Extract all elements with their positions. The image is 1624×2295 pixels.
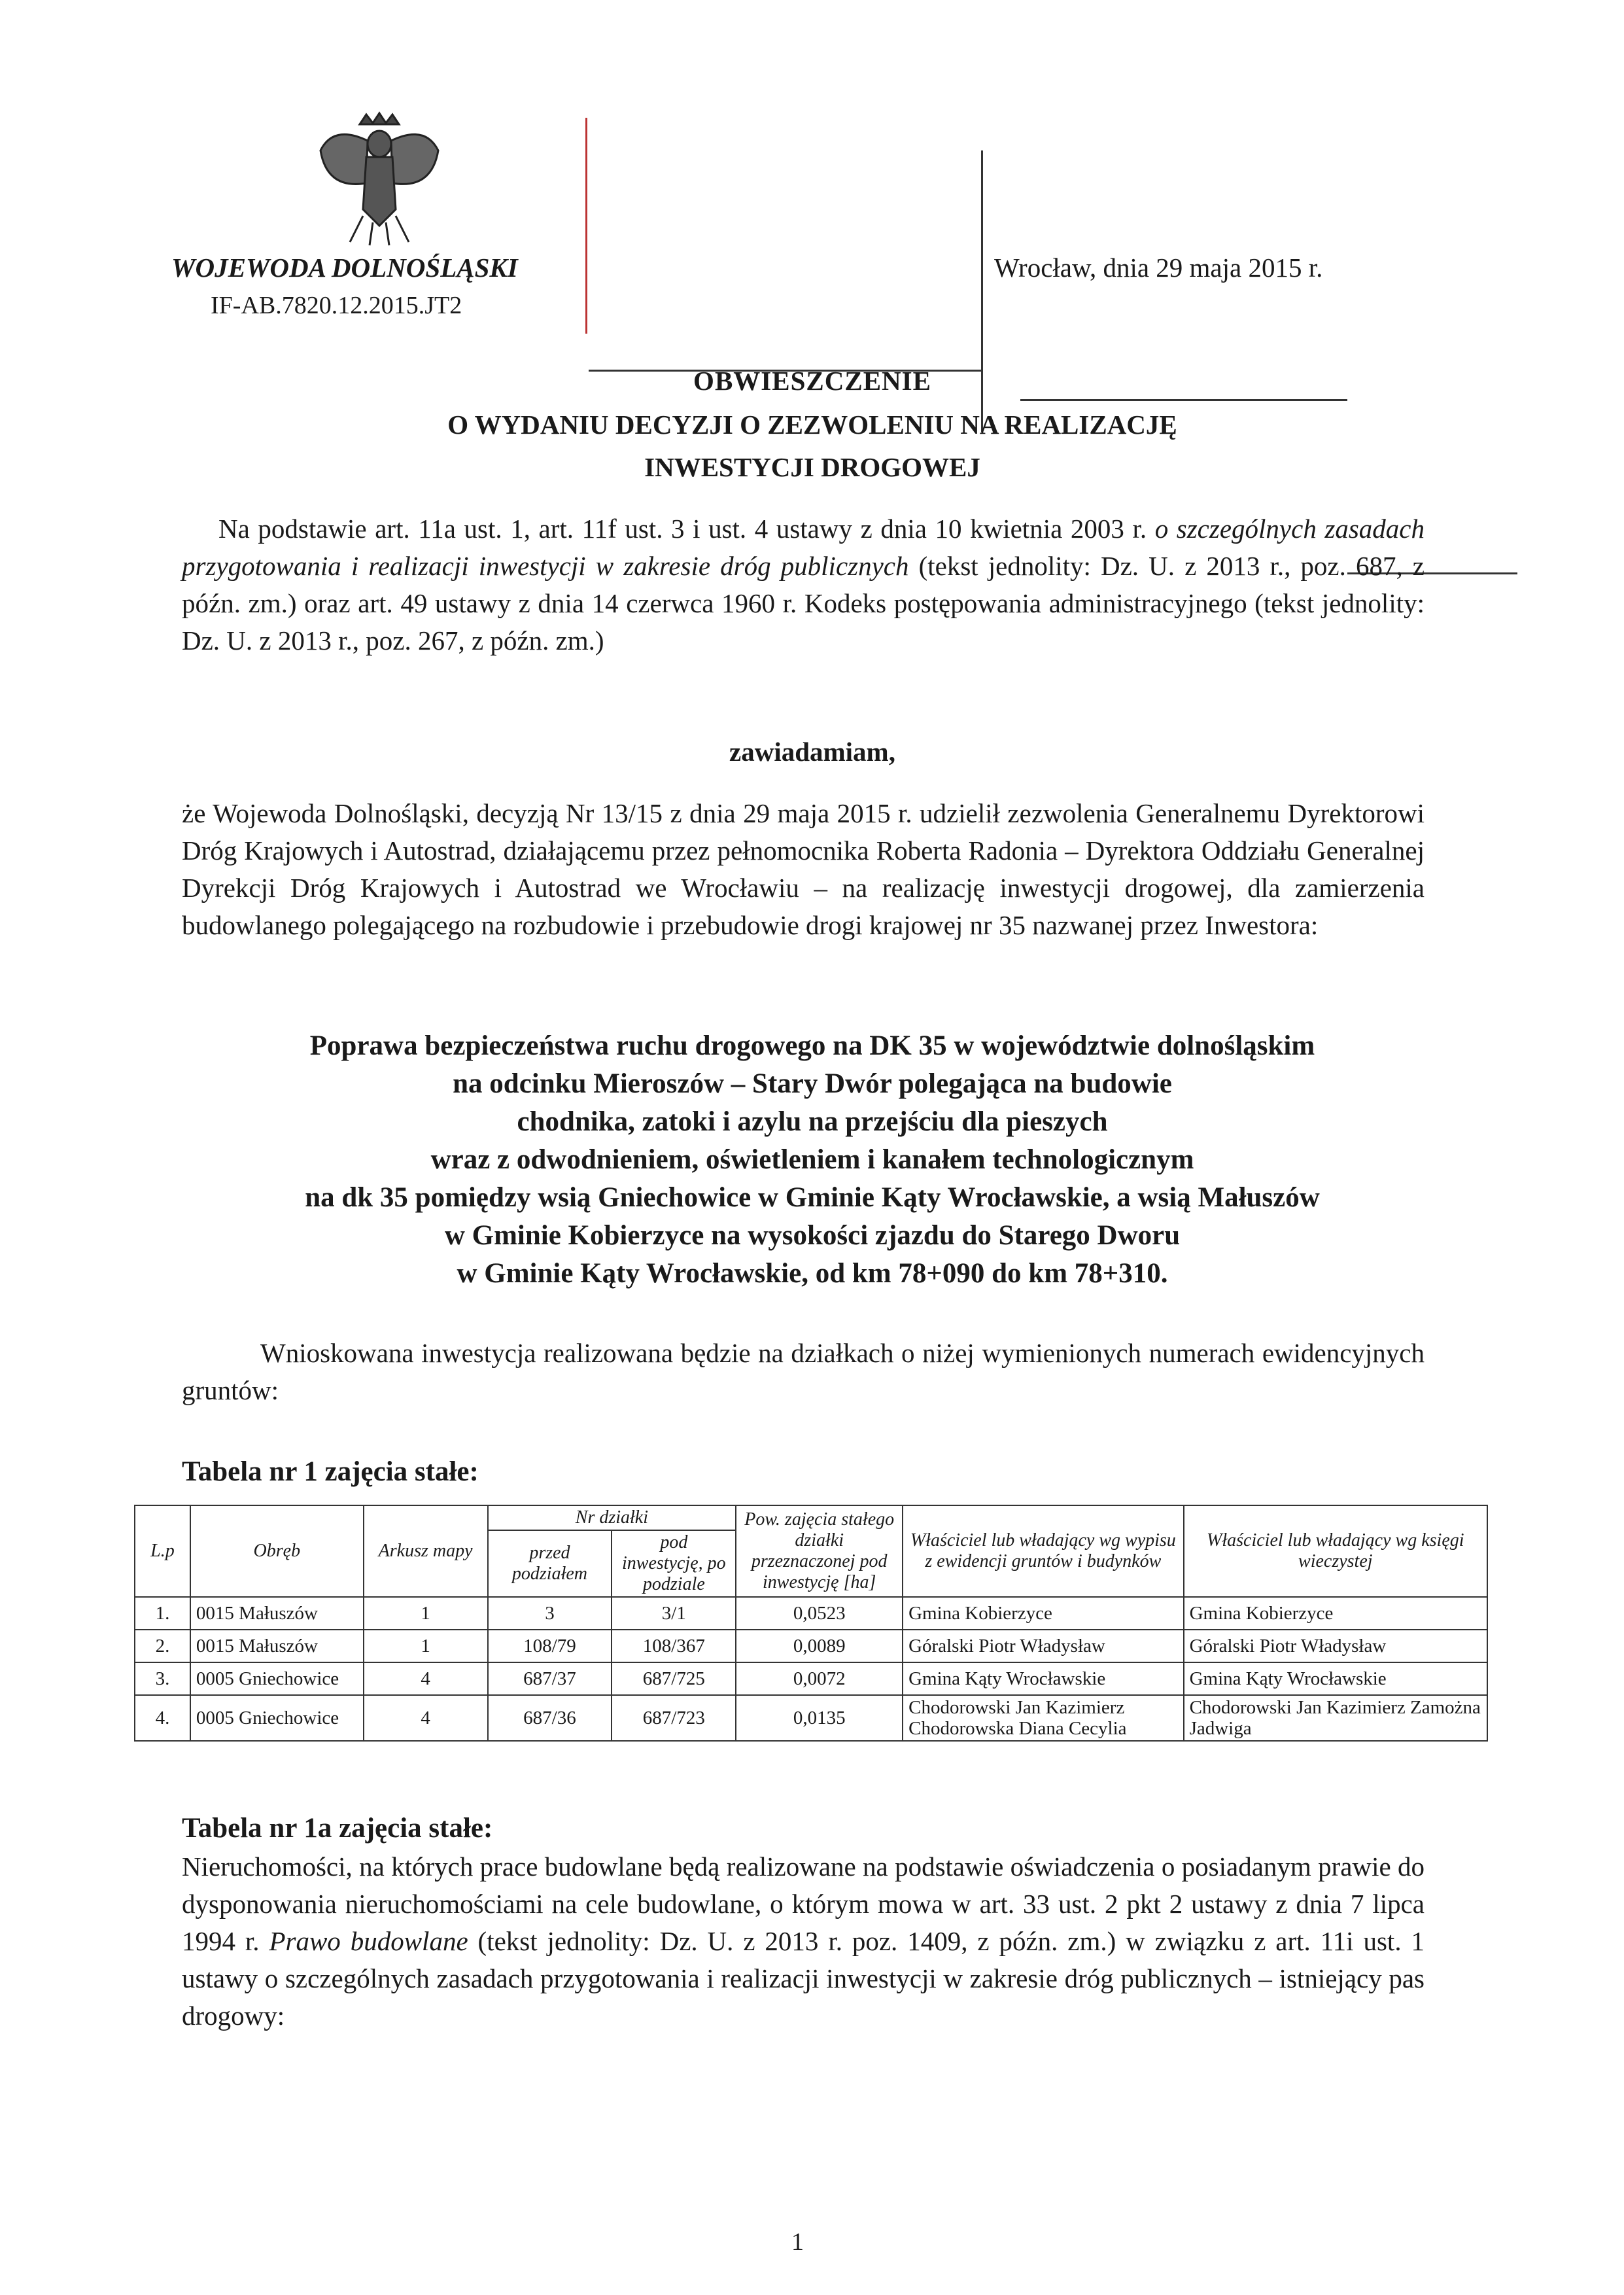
cell-lp: 2. [135, 1630, 190, 1662]
cell-owner-kw: Gmina Kąty Wrocławskie [1184, 1662, 1487, 1695]
table-row [135, 1597, 1487, 1630]
parcels-table [134, 1505, 1488, 1742]
cell-obreb: 0015 Małuszów [190, 1630, 364, 1662]
parcels-intro-text: Wnioskowana inwestycja realizowana będzie na działkach o niżej wymienionych numerach ewidencyjnych gruntów: [182, 1338, 1425, 1405]
project-line: wraz z odwodnieniem, oświetleniem i kanałem technologicznym [430, 1144, 1194, 1175]
cell-pow: 0,0089 [736, 1630, 903, 1662]
cell-obreb: 0005 Gniechowice [190, 1695, 364, 1741]
header-przed: przed podziałem [488, 1530, 612, 1597]
cell-obreb: 0015 Małuszów [190, 1597, 364, 1630]
header-arkusz: Arkusz mapy [364, 1505, 488, 1597]
act-title: Prawo budowlane [269, 1926, 468, 1956]
header-obreb: Obręb [190, 1505, 364, 1597]
project-line: chodnika, zatoki i azylu na przejściu dla pieszych [517, 1106, 1108, 1137]
table1a-text-before: Nieruchomości, na których prace budowlane będą realizowane na podstawie oświadczenia o posiadanym prawie do dysponowania nieruchomościami na cele budowlane, o którym mowa w art. 33 ust. 2 pkt 2 ustawy z dnia 7 lipca 1994 r. [182, 1851, 1425, 1956]
header-owner-kw: Właściciel lub władający wg księgi wieczystej [1184, 1505, 1487, 1597]
cell-owner-ewid: Chodorowski Jan Kazimierz Chodorowska Diana Cecylia [903, 1695, 1183, 1741]
project-line: na odcinku Mieroszów – Stary Dwór polegająca na budowie [453, 1068, 1172, 1099]
title-line-2: O WYDANIU DECYZJI O ZEZWOLENIU NA REALIZACJĘ [447, 410, 1177, 440]
table1a-paragraph [182, 1848, 1425, 2035]
legal-basis-paragraph [182, 510, 1425, 659]
project-line: w Gminie Kąty Wrocławskie, od km 78+090 do km 78+310. [457, 1258, 1168, 1289]
header-pod: pod inwestycję, po podziale [612, 1530, 736, 1597]
cell-pod: 687/723 [612, 1695, 736, 1741]
header-pow: Pow. zajęcia stałego działki przeznaczonej pod inwestycję [ha] [736, 1505, 903, 1597]
title-line-3: INWESTYCJI DROGOWEJ [644, 452, 980, 482]
legal-basis-part2: (tekst jednolity: Dz. U. z 2013 r., poz. 687, z późn. zm.) oraz art. 49 ustawy z dnia 14 czerwca 1960 r. Kodeks postępowania administracyjnego (tekst jednolity: Dz. U. z 2013 r., poz. 267, z późn. zm.) [182, 551, 1425, 656]
title-line-1: OBWIESZCZENIE [693, 366, 931, 396]
cell-przed: 3 [488, 1597, 612, 1630]
cell-pod: 108/367 [612, 1630, 736, 1662]
cell-owner-kw: Gmina Kobierzyce [1184, 1597, 1487, 1630]
parcels-intro [182, 1335, 1425, 1409]
table-row [135, 1630, 1487, 1662]
stamp-line [585, 118, 587, 334]
project-name [164, 1027, 1461, 1293]
stamp-line [1020, 399, 1347, 401]
legal-basis-part1: Na podstawie art. 11a ust. 1, art. 11f ust. 3 i ust. 4 ustawy z dnia 10 kwietnia 2003 r. [218, 514, 1147, 544]
cell-arkusz: 1 [364, 1597, 488, 1630]
cell-owner-ewid: Gmina Kobierzyce [903, 1597, 1183, 1630]
act-title: o szczególnych zasadach przygotowania i realizacji inwestycji w zakresie dróg publicznych [182, 514, 1425, 581]
page-number: 1 [791, 2228, 804, 2256]
project-line: Poprawa bezpieczeństwa ruchu drogowego na DK 35 w województwie dolnośląskim [309, 1030, 1315, 1061]
cell-lp: 4. [135, 1695, 190, 1741]
cell-owner-kw: Chodorowski Jan Kazimierz Zamożna Jadwiga [1184, 1695, 1487, 1741]
project-line: w Gminie Kobierzyce na wysokości zjazdu do Starego Dworu [444, 1220, 1181, 1251]
cell-arkusz: 4 [364, 1662, 488, 1695]
project-line: na dk 35 pomiędzy wsią Gniechowice w Gminie Kąty Wrocławskie, a wsią Małuszów [305, 1182, 1320, 1213]
issuer-name: WOJEWODA DOLNOŚLĄSKI [171, 253, 518, 283]
date-line: Wrocław, dnia 29 maja 2015 r. [994, 253, 1323, 283]
table1-heading: Tabela nr 1 zajęcia stałe: [182, 1456, 479, 1487]
cell-lp: 3. [135, 1662, 190, 1695]
cell-lp: 1. [135, 1597, 190, 1630]
decision-paragraph: że Wojewoda Dolnośląski, decyzją Nr 13/15 z dnia 29 maja 2015 r. udzielił zezwolenia Generalnemu Dyrektorowi Dróg Krajowych i Autostrad, działającemu przez pełnomocnika Roberta Radonia – Dyrektora Oddziału Generalnej Dyrekcji Dróg Krajowych i Autostrad we Wrocławiu – na realizację inwestycji drogowej, dla zamierzenia budowlanego polegającego na rozbudowie i przebudowie drogi krajowej nr 35 nazwanej przez Inwestora: [182, 798, 1425, 940]
case-signature: IF-AB.7820.12.2015.JT2 [211, 292, 462, 319]
cell-obreb: 0005 Gniechowice [190, 1662, 364, 1695]
cell-owner-ewid: Gmina Kąty Wrocławskie [903, 1662, 1183, 1695]
header-nr-dzialki: Nr działki [488, 1505, 736, 1530]
cell-arkusz: 1 [364, 1630, 488, 1662]
cell-arkusz: 4 [364, 1695, 488, 1741]
header-owner-ewid: Właściciel lub władający wg wypisu z ewidencji gruntów i budynków [903, 1505, 1183, 1597]
table1a-text-after: (tekst jednolity: Dz. U. z 2013 r. poz. 1409, z późn. zm.) w związku z art. 11i ust. 1 ustawy o szczególnych zasadach przygotowania i realizacji inwestycji w zakresie dróg publicznych – istniejący pas drogowy: [182, 1926, 1425, 2031]
cell-pod: 3/1 [612, 1597, 736, 1630]
header-lp: L.p [135, 1505, 190, 1597]
cell-pow: 0,0072 [736, 1662, 903, 1695]
table-row [135, 1662, 1487, 1695]
eagle-emblem-icon [314, 111, 445, 249]
cell-pow: 0,0523 [736, 1597, 903, 1630]
cell-owner-kw: Góralski Piotr Władysław [1184, 1630, 1487, 1662]
cell-przed: 687/36 [488, 1695, 612, 1741]
table1a-heading: Tabela nr 1a zajęcia stałe: [182, 1813, 493, 1844]
cell-przed: 108/79 [488, 1630, 612, 1662]
notice-word: zawiadamiam, [729, 737, 895, 767]
cell-pow: 0,0135 [736, 1695, 903, 1741]
cell-przed: 687/37 [488, 1662, 612, 1695]
cell-owner-ewid: Góralski Piotr Władysław [903, 1630, 1183, 1662]
table-row [135, 1695, 1487, 1741]
cell-pod: 687/725 [612, 1662, 736, 1695]
